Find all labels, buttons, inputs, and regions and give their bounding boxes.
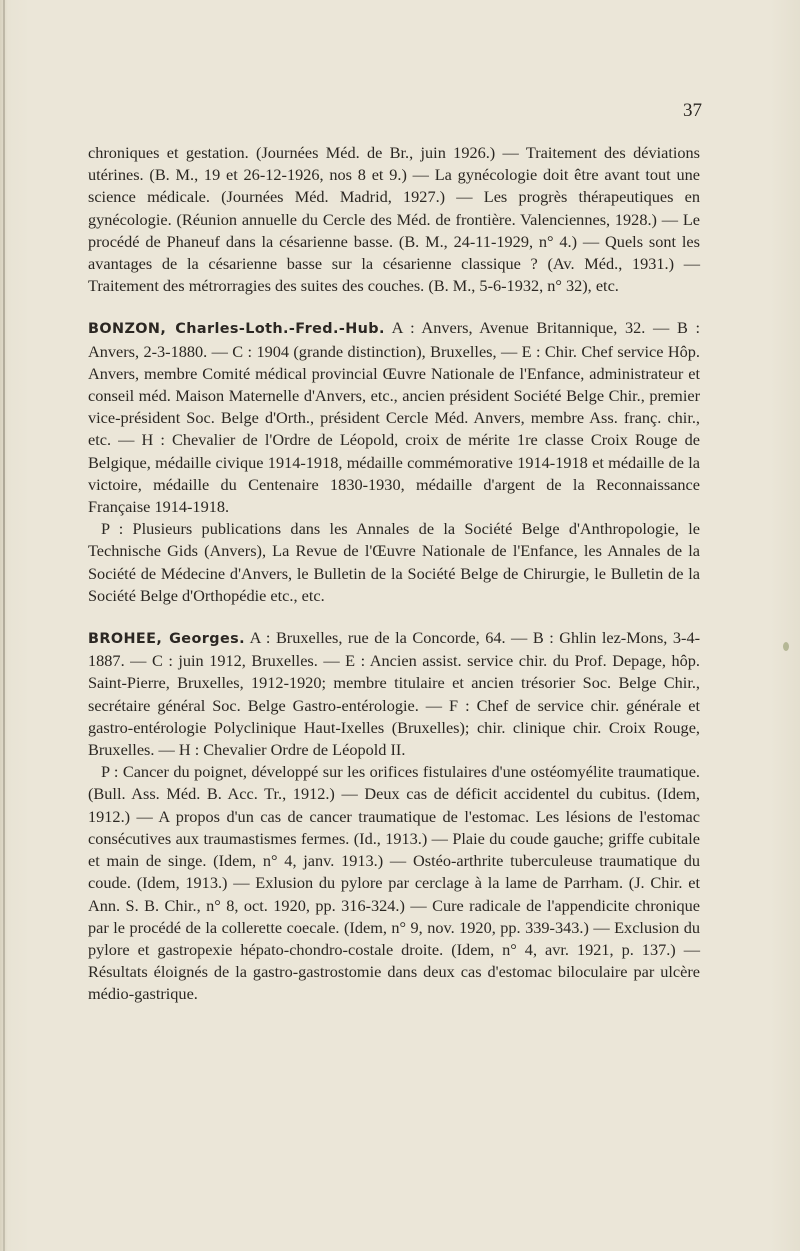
- entry-name: BONZON, Charles-Loth.-Fred.-Hub.: [88, 321, 385, 338]
- entry-body: A : Bruxelles, rue de la Concorde, 64. — B : Ghlin lez-Mons, 3-4-1887. — C : juin 1912, Bruxelles. — E : Ancien assist. service chir. du Prof. Depage, hôp. Saint-Pierre, Bruxelles, 1912-1920; membre titulaire et ancien trésorier Soc. Belge Chir., secrétaire général Soc. Belge Gastro-entérologie. — F : Chef de service chir. générale et gastro-entérologie Polyclinique Haut-Ixelles (Bruxelles); chir. clinique chir. Croix Rouge, Bruxelles. — H : Chevalier Ordre de Léopold II.: [88, 628, 701, 760]
- entry-name: BROHEE, Georges.: [88, 631, 245, 648]
- entry-brohee: [88, 627, 700, 761]
- entry-publications: P : Plusieurs publications dans les Annales de la Société Belge d'Anthropologie, le Technische Gids (Anvers), La Revue de l'Œuvre Nationale de l'Enfance, les Annales de la Société de Médecine d'Anvers, le Bulletin de la Société Belge de Chirurgie, le Bulletin de la Société Belge d'Orthopédie etc., etc.: [88, 519, 700, 605]
- entry-body: A : Anvers, Avenue Britannique, 32. — B : Anvers, 2-3-1880. — C : 1904 (grande distinction), Bruxelles, — E : Chir. Chef service Hôp. Anvers, membre Comité médical provincial Œuvre Nationale de l'Enfance, administrateur et conseil méd. Maison Maternelle d'Anvers, etc., ancien président Société Belge Chir., premier vice-président Soc. Belge d'Orth., président Cercle Méd. Anvers, membre Ass. franç. chir., etc. — H : Chevalier de l'Ordre de Léopold, croix de mérite 1re classe Croix Rouge de Belgique, médaille civique 1914-1918, médaille commémorative 1914-1918 et médaille de la victoire, médaille du Centenaire 1830-1930, médaille d'argent de la Reconnaissance Française 1914-1918.: [88, 318, 700, 517]
- entry-bonzon: [88, 317, 700, 518]
- paper-blemish: [783, 642, 789, 651]
- entry-publications: P : Cancer du poignet, développé sur les orifices fistulaires d'une ostéomyélite traumatique. (Bull. Ass. Méd. B. Acc. Tr., 1912.) — Deux cas de déficit accidentel du cubitus. (Idem, 1912.) — A propos d'un cas de cancer traumatique de l'estomac. Les lésions de l'estomac consécutives aux traumastismes fermes. (Id., 1913.) — Plaie du coude gauche; griffe cubitale et main de singe. (Idem, n° 4, janv. 1913.) — Ostéo-arthrite tuberculeuse traumatique du coude. (Idem, 1913.) — Exlusion du pylore par cerclage à la lame de Parrham. (J. Chir. et Ann. S. B. Chir., n° 8, oct. 1920, pp. 316-324.) — Cure radicale de l'appendicite chronique par le procédé de la collerette coecale. (Idem, n° 9, nov. 1920, pp. 339-343.) — Exclusion du pylore et gastropexie hépato-chondro-costale droite. (Idem, n° 4, avr. 1921, p. 137.) — Résultats éloignés de la gastro-gastrostomie dans deux cas d'estomac biloculaire par ulcère médio-gastrique.: [88, 762, 700, 1004]
- page-number: 37: [683, 100, 702, 121]
- page-body: [88, 142, 700, 1006]
- intro-paragraph: chroniques et gestation. (Journées Méd. de Br., juin 1926.) — Traitement des déviations utérines. (B. M., 19 et 26-12-1926, nos 8 et 9.) — La gynécologie doit être avant tout une science médicale. (Journées Méd. Madrid, 1927.) — Les progrès thérapeutiques en gynécologie. (Réunion annuelle du Cercle des Méd. de frontière. Valenciennes, 1928.) — Le procédé de Phaneuf dans la césarienne basse. (B. M., 24-11-1929, n° 4.) — Quels sont les avantages de la césarienne basse sur la césarienne classique ? (Av. Méd., 1931.) — Traitement des métrorragies des suites des couches. (B. M., 5-6-1932, n° 32), etc.: [88, 143, 700, 296]
- binding-edge: [3, 0, 5, 1251]
